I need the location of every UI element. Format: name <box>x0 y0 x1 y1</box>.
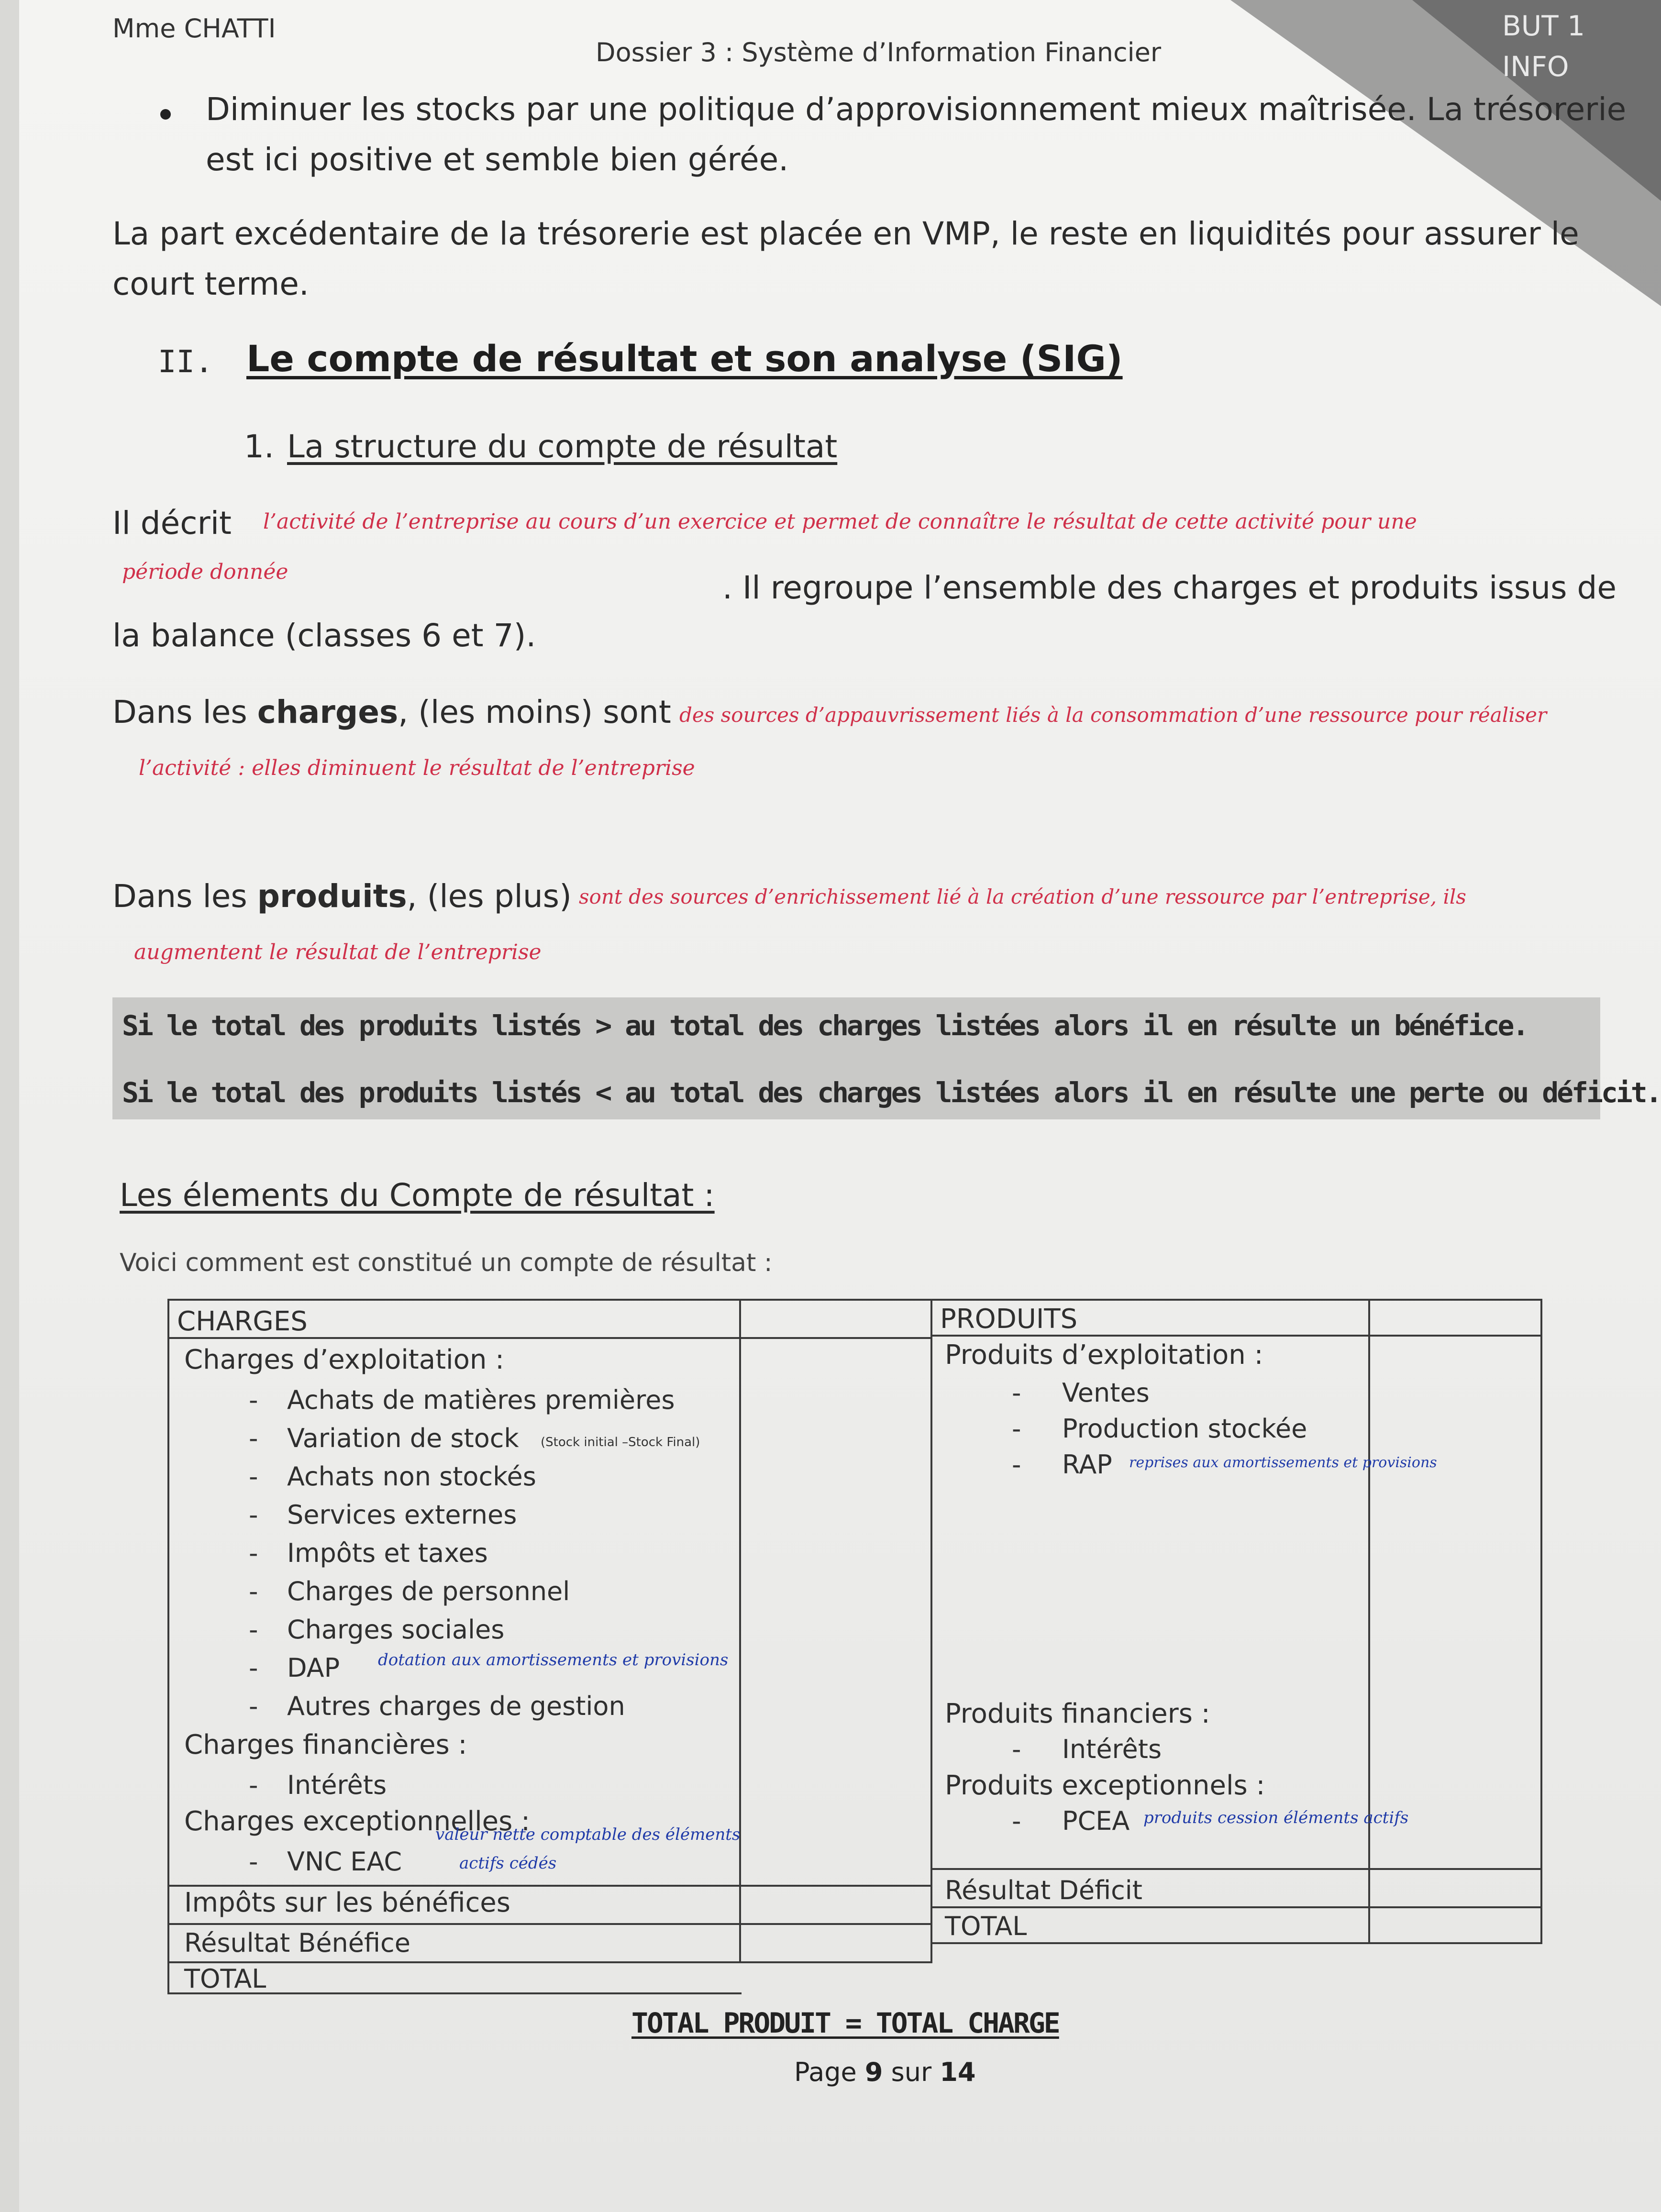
table-header-rule-right <box>930 1335 1542 1337</box>
table-rule-deficit-top <box>930 1868 1542 1870</box>
dash: - <box>249 1691 258 1721</box>
table-header-rule-left <box>167 1337 932 1339</box>
charges-definition-lead <box>112 694 671 730</box>
dash: - <box>249 1653 258 1683</box>
total-charges: TOTAL <box>184 1964 266 1994</box>
handwritten-definition-1: l’activité de l’entreprise au cours d’un exercice et permet de connaître le résultat de cette activité pour une <box>263 509 1417 534</box>
dash: - <box>249 1538 258 1568</box>
dash: - <box>249 1461 258 1492</box>
table-rule-benefice-bottom <box>167 1923 932 1925</box>
dash: - <box>249 1423 258 1453</box>
definition-lead: Il décrit <box>112 505 232 542</box>
header-class-line1: BUT 1 <box>1502 10 1585 42</box>
header-author: Mme CHATTI <box>112 13 276 44</box>
intro-bullet-line2: est ici positive et semble bien gérée. <box>206 141 789 178</box>
handwritten-produits-2: augmentent le résultat de l’entreprise <box>134 940 542 964</box>
dash: - <box>1012 1806 1021 1836</box>
dash: - <box>249 1500 258 1530</box>
handwritten-definition-2: période donnée <box>122 560 288 584</box>
handwritten-vnc-note-1: valeur nette comptable des éléments <box>435 1825 741 1844</box>
header-dossier: Dossier 3 : Système d’Information Financier <box>596 37 1162 67</box>
produits-lead-suffix: , (les plus) <box>407 878 572 915</box>
dash: - <box>1012 1414 1021 1444</box>
produits-header: PRODUITS <box>940 1304 1078 1335</box>
dash: - <box>1012 1449 1021 1480</box>
elements-heading: Les élements du Compte de résultat : <box>120 1177 715 1214</box>
subsection-title: La structure du compte de résultat <box>287 428 838 465</box>
section-number: II. <box>158 344 213 380</box>
charge-item-autres-charges: Autres charges de gestion <box>287 1691 625 1721</box>
table-border-top <box>167 1299 1542 1301</box>
table-rule-produits-bottom <box>930 1942 1542 1944</box>
charges-exceptionnelles-heading: Charges exceptionnelles : <box>184 1806 530 1837</box>
table-col-divider-2 <box>930 1299 932 1961</box>
intro-bullet-line1: Diminuer les stocks par une politique d’approvisionnement mieux maîtrisée. La trésorerie <box>206 91 1627 128</box>
elements-intro: Voici comment est constitué un compte de résultat : <box>120 1249 773 1277</box>
charge-item-charges-personnel: Charges de personnel <box>287 1576 570 1606</box>
produit-item-ventes: Ventes <box>1062 1378 1150 1408</box>
bullet-dot <box>160 109 171 120</box>
handwritten-produits-1: sont des sources d’enrichissement lié à la création d’une ressource par l’entreprise, ils <box>579 885 1466 908</box>
page-current: 9 <box>864 2057 883 2087</box>
intro-para-line1: La part excédentaire de la trésorerie est placée en VMP, le reste en liquidités pour assurer le <box>112 215 1579 252</box>
charges-header: CHARGES <box>177 1306 308 1337</box>
charge-item-achats-non-stockes: Achats non stockés <box>287 1461 536 1492</box>
dash: - <box>1012 1734 1021 1764</box>
total-equation: TOTAL PRODUIT = TOTAL CHARGE <box>631 2007 1059 2039</box>
charge-item-impots-taxes: Impôts et taxes <box>287 1538 488 1568</box>
charge-item-vnc-eac: VNC EAC <box>287 1847 402 1877</box>
produits-exceptionnels-heading: Produits exceptionnels : <box>945 1770 1265 1801</box>
table-col-divider-3 <box>1368 1299 1370 1942</box>
handwritten-charges-2: l’activité : elles diminuent le résultat de l’entreprise <box>139 756 695 780</box>
charge-item-services-externes: Services externes <box>287 1500 517 1530</box>
charge-item-dap: DAP <box>287 1653 340 1683</box>
produit-item-interets: Intérêts <box>1062 1734 1162 1764</box>
rule-deficit: Si le total des produits listés < au total des charges listées alors il en résulte une perte ou déficit. <box>122 1076 1661 1109</box>
dash: - <box>249 1770 258 1800</box>
handwritten-vnc-note-2: actifs cédés <box>459 1854 557 1873</box>
produits-lead-bold: produits <box>257 878 407 915</box>
page-mid: sur <box>883 2057 940 2087</box>
definition-rest-line2: la balance (classes 6 et 7). <box>112 617 536 654</box>
table-border-right <box>1540 1299 1542 1942</box>
charges-lead-prefix: Dans les <box>112 694 257 730</box>
handwritten-rap-note: reprises aux amortissements et provisions <box>1129 1454 1437 1471</box>
rule-benefice: Si le total des produits listés > au total des charges listées alors il en résulte un bénéfice. <box>122 1009 1528 1042</box>
dash: - <box>249 1847 258 1877</box>
document-page <box>19 0 1661 2212</box>
subsection-number: 1. <box>244 428 274 465</box>
page-number <box>794 2057 976 2087</box>
charges-lead-bold: charges <box>257 694 399 730</box>
charge-item-variation-stock: Variation de stock <box>287 1423 519 1453</box>
produits-definition-lead <box>112 878 572 915</box>
produit-item-production-stockee: Production stockée <box>1062 1414 1307 1444</box>
produits-exploitation-heading: Produits d’exploitation : <box>945 1339 1263 1371</box>
stock-note: (Stock initial –Stock Final) <box>541 1435 700 1449</box>
dash: - <box>249 1615 258 1645</box>
table-col-divider-1 <box>739 1299 741 1961</box>
dash: - <box>1012 1378 1021 1408</box>
produits-lead-prefix: Dans les <box>112 878 257 915</box>
charge-item-interets: Intérêts <box>287 1770 387 1800</box>
definition-rest-line1: . Il regroupe l’ensemble des charges et produits issus de <box>722 569 1617 606</box>
produits-financiers-heading: Produits financiers : <box>945 1698 1210 1729</box>
header-class-line2: INFO <box>1502 50 1569 83</box>
handwritten-dap-note: dotation aux amortissements et provisions <box>378 1650 729 1670</box>
handwritten-pcea-note: produits cession éléments actifs <box>1143 1808 1409 1827</box>
table-rule-charges-bottom-right <box>167 1961 932 1963</box>
table-rule-total-top <box>930 1906 1542 1908</box>
intro-para-line2: court terme. <box>112 265 309 302</box>
handwritten-charges-1: des sources d’appauvrissement liés à la consommation d’une ressource pour réaliser <box>679 703 1547 727</box>
impots-benefices: Impôts sur les bénéfices <box>184 1887 510 1918</box>
section-title: Le compte de résultat et son analyse (SIG) <box>246 337 1123 380</box>
dash: - <box>249 1385 258 1415</box>
total-produits: TOTAL <box>945 1911 1027 1941</box>
table-rule-impots-bottom <box>167 1885 932 1887</box>
produit-item-rap: RAP <box>1062 1449 1112 1480</box>
charges-lead-suffix: , (les moins) sont <box>398 694 671 730</box>
page-prefix: Page <box>794 2057 865 2087</box>
resultat-deficit: Résultat Déficit <box>945 1875 1142 1905</box>
charge-item-achats-matieres: Achats de matières premières <box>287 1385 675 1415</box>
charges-financieres-heading: Charges financières : <box>184 1729 467 1760</box>
resultat-benefice: Résultat Bénéfice <box>184 1928 410 1958</box>
charge-item-charges-sociales: Charges sociales <box>287 1615 505 1645</box>
page-total: 14 <box>940 2057 976 2087</box>
charges-exploitation-heading: Charges d’exploitation : <box>184 1344 505 1375</box>
dash: - <box>249 1576 258 1606</box>
table-border-left <box>167 1299 169 1992</box>
produit-item-pcea: PCEA <box>1062 1806 1130 1836</box>
